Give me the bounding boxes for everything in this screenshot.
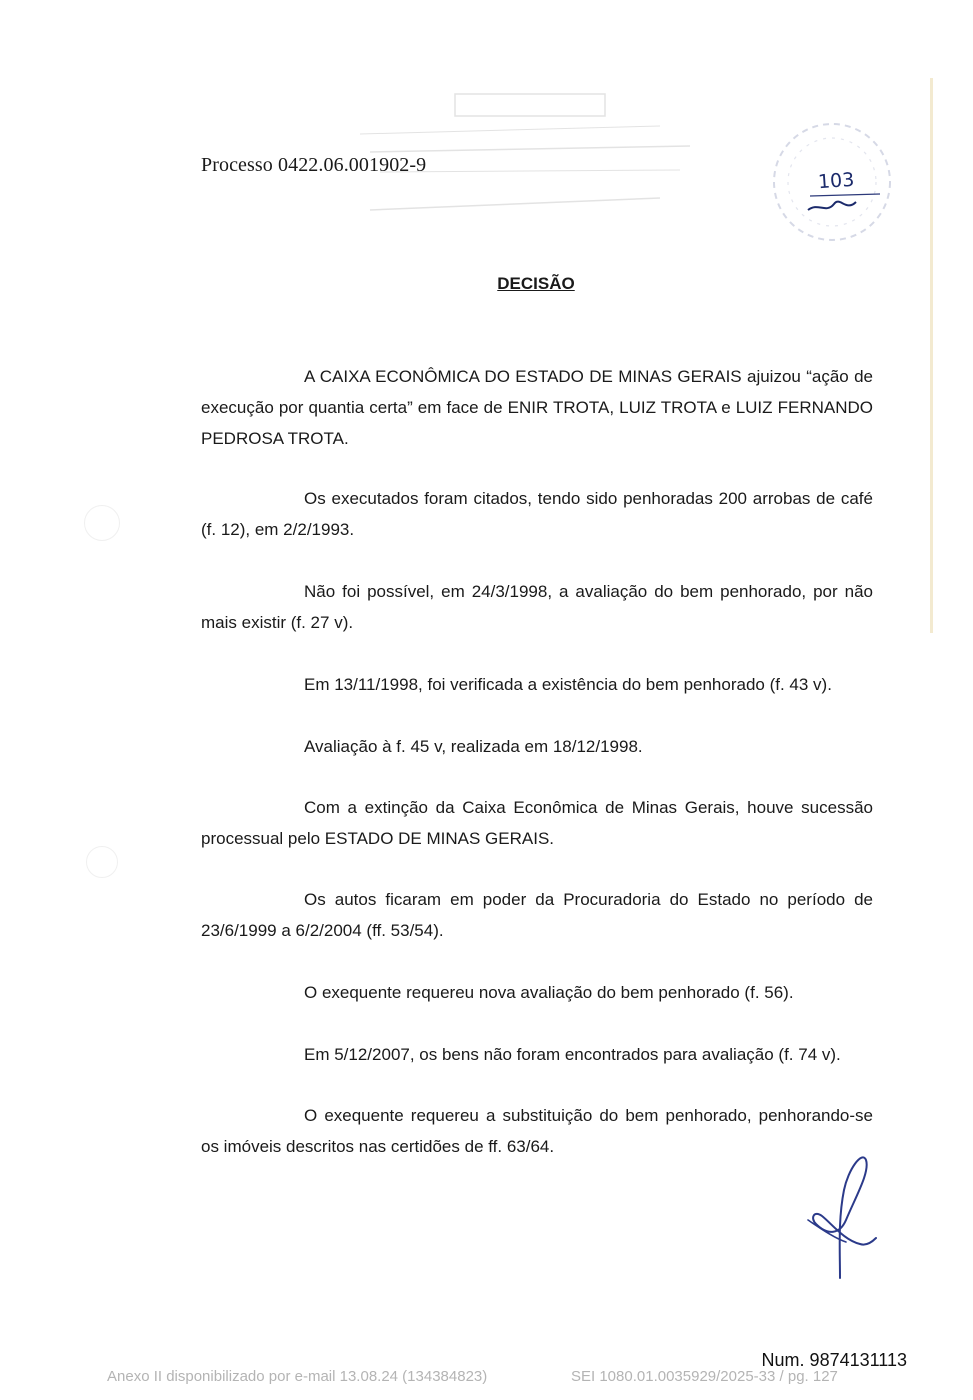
paragraph-4: Em 13/11/1998, foi verificada a existência do bem penhorado (f. 43 v). — [304, 675, 832, 694]
document-title: DECISÃO — [497, 274, 575, 293]
paragraph-3: Não foi possível, em 24/3/1998, a avaliação do bem penhorado, por não mais existir (f. 27 v). — [201, 582, 873, 632]
paragraph-1: A CAIXA ECONÔMICA DO ESTADO DE MINAS GERAIS ajuizou “ação de execução por quantia certa” em face de ENIR TROTA, LUIZ TROTA e LUIZ FERNANDO PEDROSA TROTA. — [201, 367, 873, 448]
document-number: Num. 9874131113 — [761, 1350, 907, 1370]
paragraph-10: O exequente requereu a substituição do bem penhorado, penhorando-se os imóveis descritos nas certidões de ff. 63/64. — [201, 1106, 873, 1156]
page-number-handwritten: 103 — [817, 168, 855, 194]
paragraph-5: Avaliação à f. 45 v, realizada em 18/12/1998. — [304, 737, 643, 756]
handwritten-signature — [800, 1150, 880, 1280]
process-number: Processo 0422.06.001902-9 — [201, 154, 427, 176]
paragraph-8: O exequente requereu nova avaliação do bem penhorado (f. 56). — [304, 983, 794, 1002]
annex-info: Anexo II disponibilizado por e-mail 13.08.24 (134384823) — [107, 1368, 488, 1385]
paragraph-6: Com a extinção da Caixa Econômica de Minas Gerais, houve sucessão processual pelo ESTADO DE MINAS GERAIS. — [201, 798, 873, 848]
sei-reference: SEI 1080.01.0035929/2025-33 / pg. 127 — [571, 1368, 838, 1385]
paragraph-7: Os autos ficaram em poder da Procuradoria do Estado no período de 23/6/1999 a 6/2/2004 (ff. 53/54). — [201, 890, 873, 940]
paragraph-2: Os executados foram citados, tendo sido penhoradas 200 arrobas de café (f. 12), em 2/2/1993. — [201, 489, 873, 539]
paragraph-9: Em 5/12/2007, os bens não foram encontrados para avaliação (f. 74 v). — [304, 1045, 841, 1064]
scan-artifact — [86, 846, 118, 878]
scan-edge — [930, 78, 933, 633]
scan-artifact — [84, 505, 120, 541]
